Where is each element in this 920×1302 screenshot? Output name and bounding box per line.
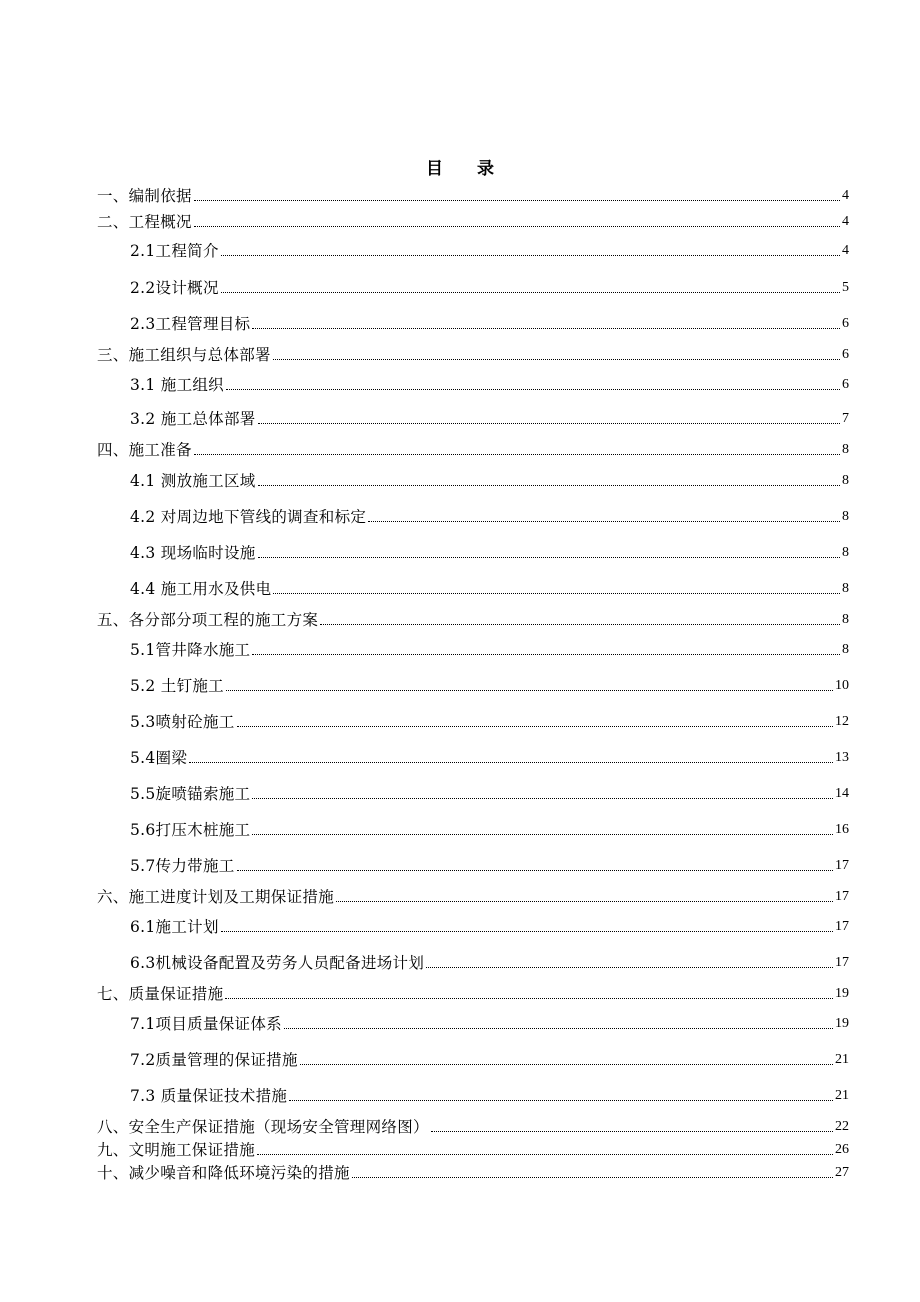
toc-entry-text: 7.2质量管理的保证措施 — [130, 1051, 298, 1069]
dot-leader — [225, 998, 833, 999]
toc-entry[interactable] — [130, 676, 849, 696]
dot-leader — [352, 1177, 833, 1178]
toc-entry[interactable] — [130, 1014, 849, 1034]
dot-leader — [226, 389, 840, 390]
toc-entry-text: 十、减少噪音和降低环境污染的措施 — [97, 1164, 350, 1182]
toc-entry-page: 8 — [842, 509, 849, 524]
toc-entry-page: 8 — [842, 545, 849, 560]
toc-entry[interactable] — [97, 186, 849, 206]
dot-leader — [368, 521, 840, 522]
toc-entry-text: 5.4圈梁 — [130, 749, 188, 767]
toc-entry-page: 21 — [835, 1052, 849, 1067]
toc-entry-text: 2.3工程管理目标 — [130, 315, 251, 333]
toc-entry[interactable] — [130, 953, 849, 973]
toc-entry[interactable] — [130, 784, 849, 804]
toc-entry[interactable] — [97, 1140, 849, 1160]
toc-entry[interactable] — [97, 887, 849, 907]
dot-leader — [194, 200, 840, 201]
toc-entry-page: 4 — [842, 243, 849, 258]
toc-entry[interactable] — [130, 314, 849, 334]
toc-entry-page: 22 — [835, 1119, 849, 1134]
toc-entry-text: 六、施工进度计划及工期保证措施 — [97, 888, 335, 906]
toc-entry[interactable] — [97, 984, 849, 1004]
toc-entry[interactable] — [130, 820, 849, 840]
toc-entry-page: 17 — [835, 858, 849, 873]
dot-leader — [431, 1131, 833, 1132]
dot-leader — [284, 1028, 833, 1029]
dot-leader — [336, 901, 833, 902]
toc-entry[interactable] — [130, 640, 849, 660]
dot-leader — [289, 1100, 833, 1101]
dot-leader — [194, 226, 840, 227]
dot-leader — [258, 423, 840, 424]
toc-entry-page: 7 — [842, 411, 849, 426]
toc-entry-page: 19 — [835, 1016, 849, 1031]
toc-entry-text: 四、施工准备 — [97, 441, 192, 459]
toc-entry-page: 4 — [842, 188, 849, 203]
toc-entry[interactable] — [130, 471, 849, 491]
toc-entry-text: 2.1工程简介 — [130, 242, 219, 260]
toc-entry-text: 2.2设计概况 — [130, 279, 219, 297]
toc-entry[interactable] — [130, 409, 849, 429]
toc-entry-page: 8 — [842, 642, 849, 657]
dot-leader — [189, 762, 833, 763]
toc-entry[interactable] — [130, 543, 849, 563]
toc-entry-text: 八、安全生产保证措施（现场安全管理网络图） — [97, 1118, 429, 1136]
dot-leader — [273, 359, 840, 360]
toc-entry-text: 五、各分部分项工程的施工方案 — [97, 611, 319, 629]
toc-entry[interactable] — [130, 748, 849, 768]
toc-entry-text: 5.3喷射砼施工 — [130, 713, 235, 731]
toc-entry-text: 二、工程概况 — [97, 213, 192, 231]
toc-entry[interactable] — [130, 1050, 849, 1070]
toc-entry-text: 4.3 现场临时设施 — [130, 544, 256, 562]
dot-leader — [258, 557, 840, 558]
dot-leader — [226, 690, 833, 691]
toc-title: 目 录 — [426, 159, 494, 179]
toc-entry[interactable] — [97, 440, 849, 460]
toc-entry-text: 6.3机械设备配置及劳务人员配备进场计划 — [130, 954, 425, 972]
dot-leader — [273, 593, 840, 594]
toc-entry-text: 7.1项目质量保证体系 — [130, 1015, 282, 1033]
toc-entry-text: 5.5旋喷锚索施工 — [130, 785, 251, 803]
dot-leader — [221, 931, 833, 932]
toc-entry-text: 七、质量保证措施 — [97, 985, 224, 1003]
toc-entry-text: 5.7传力带施工 — [130, 857, 235, 875]
dot-leader — [258, 485, 840, 486]
toc-entry[interactable] — [97, 1163, 849, 1183]
toc-entry-page: 13 — [835, 750, 849, 765]
toc-entry-page: 8 — [842, 612, 849, 627]
toc-entry-text: 4.4 施工用水及供电 — [130, 580, 272, 598]
toc-entry[interactable] — [130, 1086, 849, 1106]
toc-entry[interactable] — [97, 1117, 849, 1137]
toc-entry-page: 26 — [835, 1142, 849, 1157]
toc-entry-text: 一、编制依据 — [97, 187, 192, 205]
toc-entry[interactable] — [130, 507, 849, 527]
dot-leader — [252, 654, 840, 655]
toc-entry[interactable] — [130, 241, 849, 261]
toc-entry-page: 6 — [842, 377, 849, 392]
toc-entry-text: 5.1管井降水施工 — [130, 641, 251, 659]
toc-entry-text: 5.6打压木桩施工 — [130, 821, 251, 839]
dot-leader — [257, 1154, 833, 1155]
toc-entry-page: 14 — [835, 786, 849, 801]
toc-entry-page: 12 — [835, 714, 849, 729]
toc-entry-text: 三、施工组织与总体部署 — [97, 346, 271, 364]
toc-entry-text: 6.1施工计划 — [130, 918, 219, 936]
toc-entry-page: 6 — [842, 347, 849, 362]
toc-entry-page: 27 — [835, 1165, 849, 1180]
dot-leader — [194, 454, 840, 455]
toc-entry[interactable] — [130, 917, 849, 937]
dot-leader — [221, 292, 840, 293]
dot-leader — [221, 255, 840, 256]
toc-entry[interactable] — [130, 579, 849, 599]
toc-entry[interactable] — [130, 375, 849, 395]
toc-entry-page: 8 — [842, 442, 849, 457]
dot-leader — [252, 798, 833, 799]
dot-leader — [237, 726, 833, 727]
toc-entry[interactable] — [97, 610, 849, 630]
toc-entry-text: 3.2 施工总体部署 — [130, 410, 256, 428]
toc-entry-text: 7.3 质量保证技术措施 — [130, 1087, 288, 1105]
toc-entry[interactable] — [97, 212, 849, 232]
toc-entry[interactable] — [130, 278, 849, 298]
toc-entry-page: 19 — [835, 986, 849, 1001]
toc-entry[interactable] — [130, 712, 849, 732]
toc-entry-page: 16 — [835, 822, 849, 837]
toc-entry-page: 6 — [842, 316, 849, 331]
toc-entry-page: 4 — [842, 214, 849, 229]
dot-leader — [252, 328, 840, 329]
dot-leader — [300, 1064, 833, 1065]
toc-entry-page: 17 — [835, 889, 849, 904]
dot-leader — [237, 870, 833, 871]
toc-entry-page: 5 — [842, 280, 849, 295]
toc-entry-page: 21 — [835, 1088, 849, 1103]
dot-leader — [426, 967, 833, 968]
toc-entry[interactable] — [130, 856, 849, 876]
toc-entry-text: 4.1 测放施工区域 — [130, 472, 256, 490]
toc-entry-page: 10 — [835, 678, 849, 693]
toc-entry-text: 4.2 对周边地下管线的调查和标定 — [130, 508, 367, 526]
toc-entry-text: 九、文明施工保证措施 — [97, 1141, 256, 1159]
toc-entry-page: 8 — [842, 581, 849, 596]
toc-entry-page: 8 — [842, 473, 849, 488]
dot-leader — [320, 624, 840, 625]
toc-entry-page: 17 — [835, 955, 849, 970]
dot-leader — [252, 834, 833, 835]
toc-entry-text: 3.1 施工组织 — [130, 376, 224, 394]
toc-entry-text: 5.2 土钉施工 — [130, 677, 224, 695]
toc-entry[interactable] — [97, 345, 849, 365]
toc-entry-page: 17 — [835, 919, 849, 934]
